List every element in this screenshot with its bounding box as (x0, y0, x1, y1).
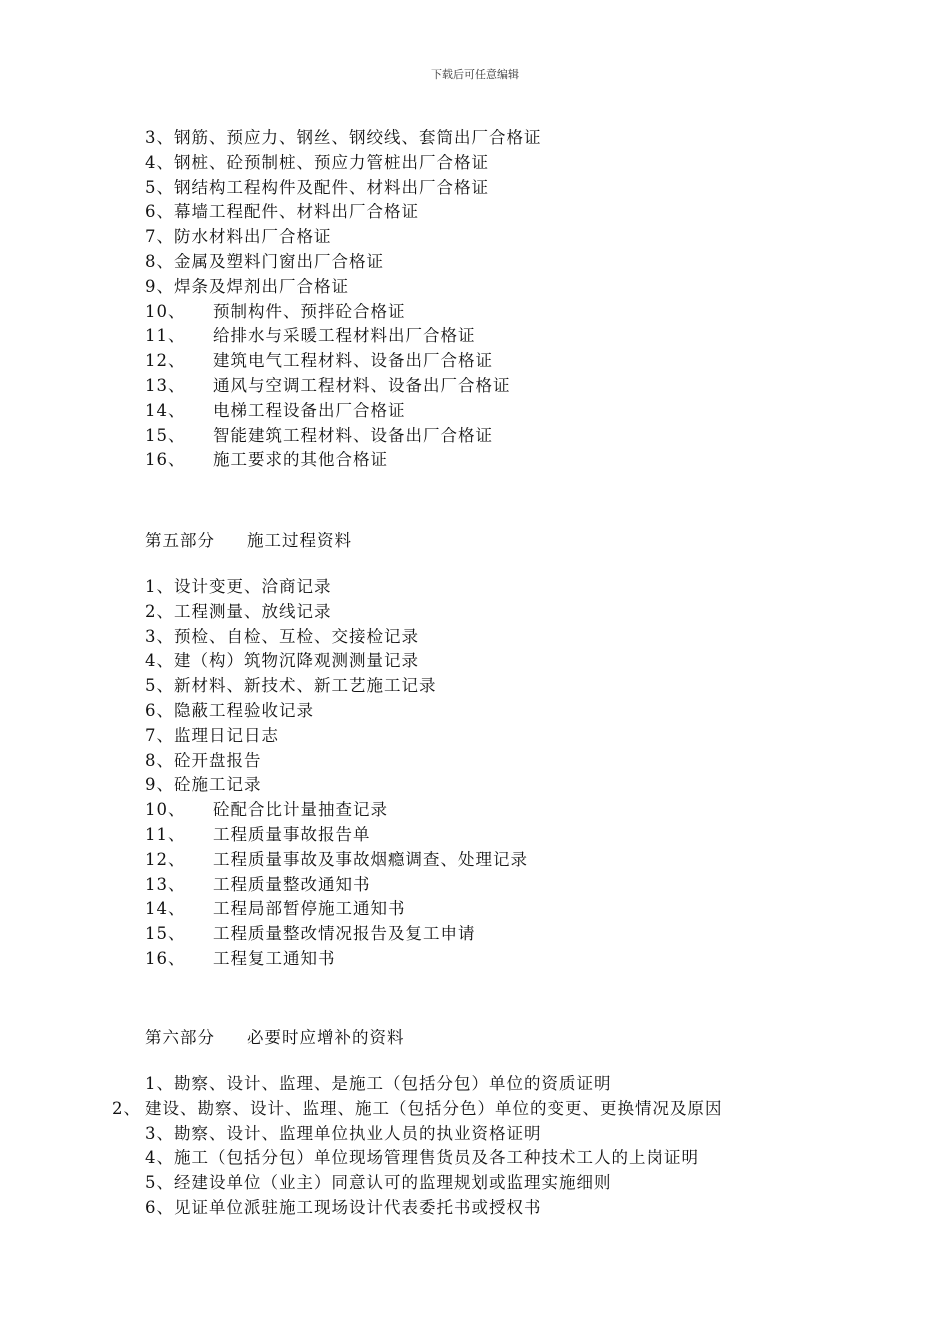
list-item (145, 848, 528, 873)
item-number: 5、 (145, 676, 174, 696)
list-item (145, 1196, 843, 1221)
item-number: 9、 (145, 775, 174, 795)
list-item (145, 724, 528, 749)
list-item (145, 300, 542, 325)
item-text: 智能建筑工程材料、设备出厂合格证 (213, 425, 493, 445)
item-text: 新材料、新技术、新工艺施工记录 (174, 676, 437, 696)
item-text: 施工（包括分包）单位现场管理售货员及各工种技术工人的上岗证明 (174, 1148, 699, 1168)
item-text: 工程测量、放线记录 (174, 601, 332, 621)
item-text: 勘察、设计、监理单位执业人员的执业资格证明 (174, 1123, 542, 1143)
list-item (145, 625, 528, 650)
list-item (145, 897, 528, 922)
item-text: 防水材料出厂合格证 (174, 227, 332, 247)
item-number: 7、 (145, 227, 174, 247)
page-header: 下载后可任意编辑 (431, 68, 519, 81)
section-label: 第六部分 (145, 1028, 215, 1047)
item-number: 4、 (145, 651, 174, 671)
list-item (145, 225, 542, 250)
list-item (145, 1146, 843, 1171)
item-text: 钢桩、砼预制桩、预应力管桩出厂合格证 (174, 152, 489, 172)
list-item (145, 1122, 843, 1147)
list-item (145, 600, 528, 625)
item-text: 勘察、设计、监理、是施工（包括分包）单位的资质证明 (174, 1074, 612, 1093)
item-number: 16、 (145, 948, 186, 968)
item-number: 15、 (145, 425, 186, 445)
item-text: 建设、勘察、设计、监理、施工（包括分色）单位的变更、更换情况及原因 (145, 1098, 723, 1118)
item-number: 16、 (145, 450, 186, 470)
section-title: 必要时应增补的资料 (247, 1028, 405, 1047)
item-number: 13、 (145, 375, 186, 395)
item-text: 建（构）筑物沉降观测测量记录 (174, 651, 419, 671)
item-number: 3、 (145, 128, 174, 147)
item-number: 5、 (145, 1173, 174, 1193)
list-item (145, 275, 542, 300)
list-item (145, 374, 542, 399)
list-item (145, 126, 542, 151)
list-item (145, 349, 542, 374)
list-item (145, 1171, 843, 1196)
item-number: 1、 (145, 1074, 174, 1093)
item-number: 11、 (145, 824, 186, 844)
item-text: 钢筋、预应力、钢丝、钢绞线、套筒出厂合格证 (174, 128, 542, 147)
item-text: 工程局部暂停施工通知书 (213, 899, 406, 919)
item-number: 8、 (145, 750, 174, 770)
item-number: 6、 (145, 202, 174, 222)
item-text: 见证单位派驻施工现场设计代表委托书或授权书 (174, 1197, 542, 1217)
list-item (145, 947, 528, 972)
list-item (145, 798, 528, 823)
list-item (145, 250, 542, 275)
item-number: 4、 (145, 152, 174, 172)
item-text: 幕墙工程配件、材料出厂合格证 (174, 202, 419, 222)
list-item (145, 151, 542, 176)
item-text: 电梯工程设备出厂合格证 (213, 400, 406, 420)
item-text: 监理日记日志 (174, 725, 279, 745)
item-number: 1、 (145, 577, 174, 596)
item-number: 14、 (145, 899, 186, 919)
item-number: 6、 (145, 1197, 174, 1217)
list-item (145, 575, 528, 600)
item-number: 10、 (145, 301, 186, 321)
item-number: 2、 (145, 601, 174, 621)
item-number: 9、 (145, 276, 174, 296)
list-item (145, 399, 542, 424)
item-number: 3、 (145, 1123, 174, 1143)
list-item (145, 324, 542, 349)
item-text: 通风与空调工程材料、设备出厂合格证 (213, 375, 511, 395)
item-text: 给排水与采暖工程材料出厂合格证 (213, 326, 476, 346)
item-number: 7、 (145, 725, 174, 745)
section-5-heading (145, 527, 352, 551)
item-text: 工程质量整改通知书 (213, 874, 371, 894)
list-item (145, 674, 528, 699)
list-item (145, 922, 528, 947)
item-text: 砼开盘报告 (174, 750, 262, 770)
section-6-heading (145, 1024, 405, 1048)
item-number: 6、 (145, 700, 174, 720)
item-text: 工程复工通知书 (213, 948, 336, 968)
item-text: 经建设单位（业主）同意认可的监理规划或监理实施细则 (174, 1173, 612, 1193)
item-number: 15、 (145, 924, 186, 944)
item-text: 工程质量事故及事故烟瘾调查、处理记录 (213, 849, 528, 869)
item-text: 砼施工记录 (174, 775, 262, 795)
certificate-list (145, 126, 542, 473)
item-number: 4、 (145, 1148, 174, 1168)
item-text: 工程质量事故报告单 (213, 824, 371, 844)
process-record-list (145, 575, 528, 972)
list-item (145, 823, 528, 848)
list-item (145, 649, 528, 674)
list-item: 2、 建设、勘察、设计、监理、施工（包括分色）单位的变更、更换情况及原因 (112, 1098, 723, 1118)
item-text: 焊条及焊剂出厂合格证 (174, 276, 349, 296)
item-number: 3、 (145, 626, 174, 646)
item-text: 设计变更、洽商记录 (174, 577, 332, 596)
item-text: 隐蔽工程验收记录 (174, 700, 314, 720)
item-text: 建筑电气工程材料、设备出厂合格证 (213, 351, 493, 371)
item-number: 12、 (145, 849, 186, 869)
section-title: 施工过程资料 (247, 531, 352, 550)
item-number: 5、 (145, 177, 174, 197)
list-item (145, 1072, 843, 1097)
list-item (145, 448, 542, 473)
item-text: 预检、自检、互检、交接检记录 (174, 626, 419, 646)
list-item (145, 200, 542, 225)
list-item (145, 699, 528, 724)
item-number: 11、 (145, 326, 186, 346)
list-item (145, 873, 528, 898)
item-text: 预制构件、预拌砼合格证 (213, 301, 406, 321)
item-text: 施工要求的其他合格证 (213, 450, 388, 470)
list-item (145, 773, 528, 798)
item-number: 10、 (145, 800, 186, 820)
item-number: 12、 (145, 351, 186, 371)
section-label: 第五部分 (145, 531, 215, 550)
supplementary-list (112, 1072, 843, 1221)
item-number: 13、 (145, 874, 186, 894)
item-number: 8、 (145, 251, 174, 271)
item-text: 钢结构工程构件及配件、材料出厂合格证 (174, 177, 489, 197)
list-item (145, 424, 542, 449)
item-number: 14、 (145, 400, 186, 420)
list-item (145, 176, 542, 201)
item-text: 砼配合比计量抽查记录 (213, 800, 388, 820)
item-text: 金属及塑料门窗出厂合格证 (174, 251, 384, 271)
list-item (145, 749, 528, 774)
item-text: 工程质量整改情况报告及复工申请 (213, 924, 476, 944)
